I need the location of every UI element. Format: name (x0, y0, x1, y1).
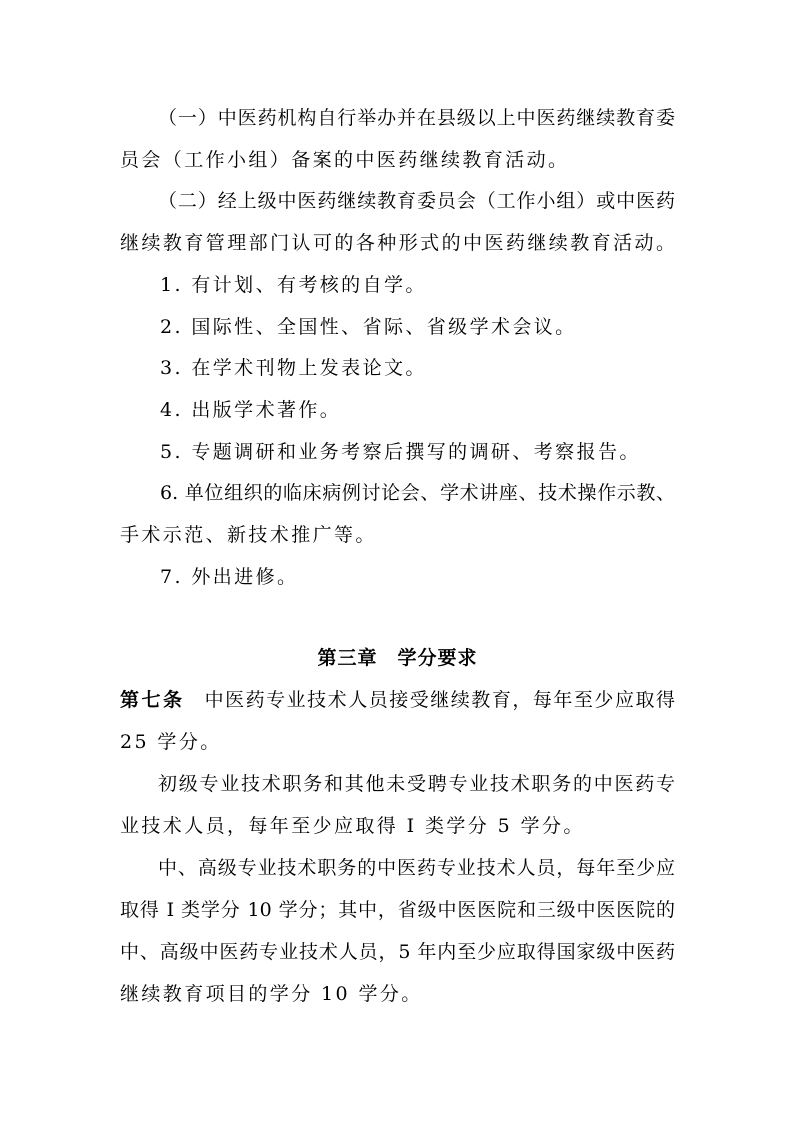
list-item-3: 3. 在学术刊物上发表论文。 (160, 357, 427, 379)
article-label: 第七条 (120, 689, 185, 711)
paragraph-2-line-2: 继续教育管理部门认可的各种形式的中医药继续教育活动。 (120, 232, 675, 254)
list-item-6-line-2: 手术示范、新技术推广等。 (120, 524, 377, 546)
paragraph-3-line-1: 初级专业技术职务和其他未受聘专业技术职务的中医药专 (158, 773, 675, 795)
paragraph-2-line-1: （二）经上级中医药继续教育委员会（工作小组）或中医药 (158, 190, 675, 212)
list-item-5: 5. 专题调研和业务考察后撰写的调研、考察报告。 (160, 441, 641, 463)
paragraph-3-line-2: 业技术人员，每年至少应取得 I 类学分 5 学分。 (120, 815, 585, 837)
list-item-2: 2. 国际性、全国性、省际、省级学术会议。 (160, 316, 577, 338)
list-item-1: 1. 有计划、有考核的自学。 (160, 274, 427, 296)
paragraph-4-line-1: 中、高级专业技术职务的中医药专业技术人员，每年至少应 (158, 857, 675, 879)
chapter-title: 第三章 学分要求 (317, 647, 478, 669)
article-7-text: 中医药专业技术人员接受继续教育，每年至少应取得 (204, 689, 675, 711)
list-item-4: 4. 出版学术著作。 (160, 399, 342, 421)
article-7-line-2: 25 学分。 (120, 731, 222, 753)
paragraph-4-line-4: 继续教育项目的学分 10 学分。 (120, 983, 423, 1005)
list-item-7: 7. 外出进修。 (160, 566, 299, 588)
paragraph-1-line-1: （一）中医药机构自行举办并在县级以上中医药继续教育委 (158, 107, 675, 129)
paragraph-4-line-3: 中、高级中医药专业技术人员，5 年内至少应取得国家级中医药 (120, 941, 675, 963)
paragraph-1-line-2: 员会（工作小组）备案的中医药继续教育活动。 (120, 149, 570, 171)
list-item-6-line-1: 6. 单位组织的临床病例讨论会、学术讲座、技术操作示教、 (160, 482, 675, 504)
article-7-line-1 (120, 688, 675, 712)
paragraph-4-line-2: 取得 I 类学分 10 学分；其中，省级中医医院和三级中医医院的 (120, 899, 675, 921)
